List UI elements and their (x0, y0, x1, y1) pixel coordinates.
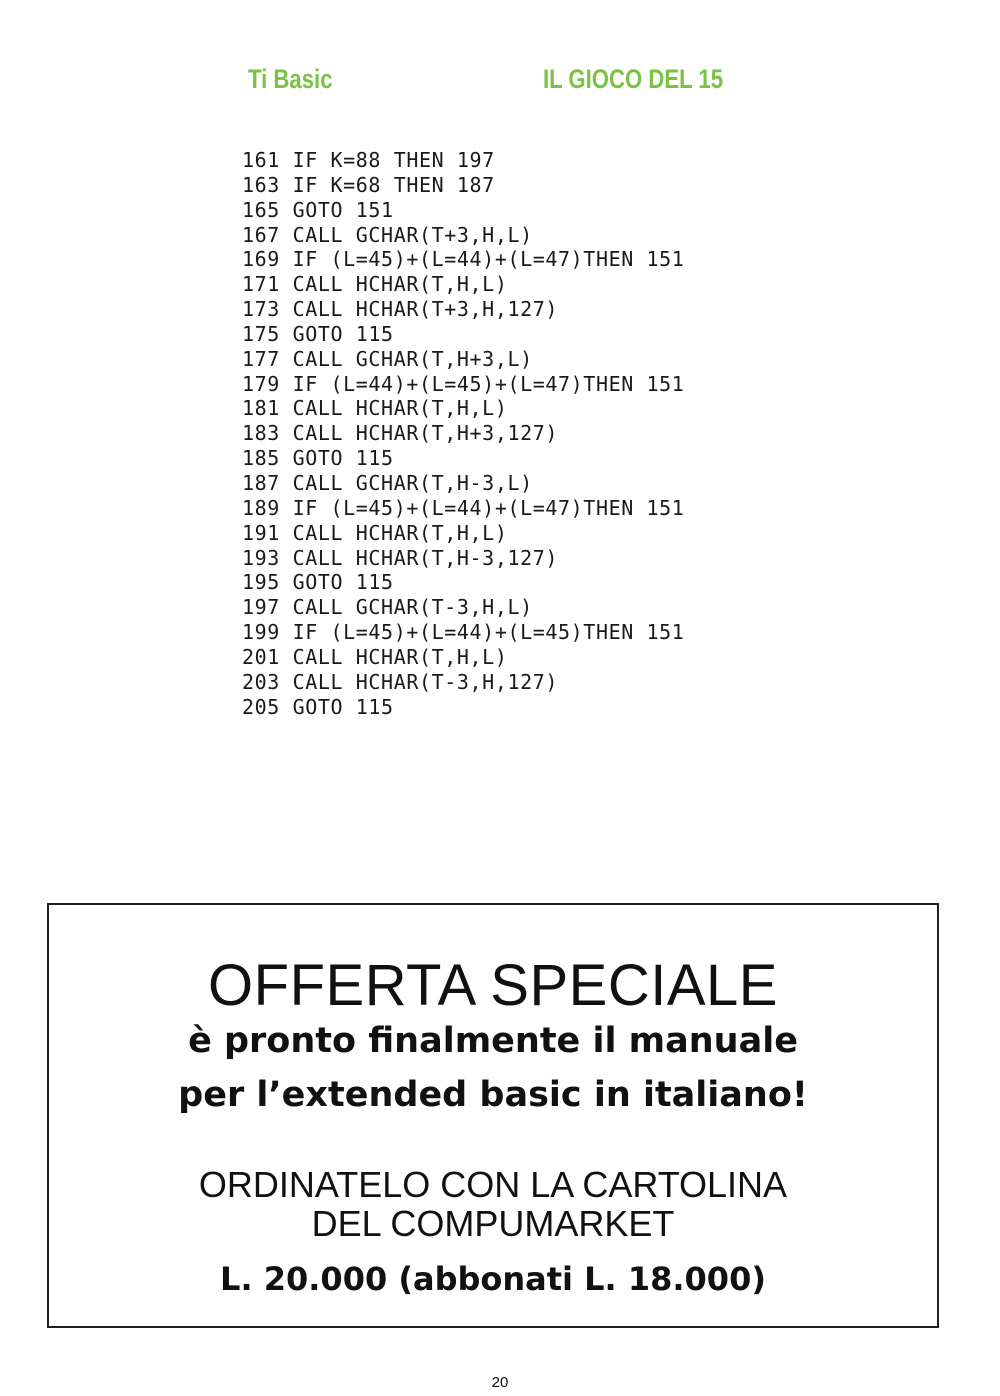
code-line: 181 CALL HCHAR(T,H,L) (242, 396, 508, 421)
offer-title: OFFERTA SPECIALE (208, 953, 778, 1018)
code-line: 205 GOTO 115 (242, 694, 394, 719)
header-section-label: Ti Basic (248, 64, 333, 94)
special-offer-box (47, 903, 939, 1328)
code-line: 175 GOTO 115 (242, 321, 394, 346)
code-line: 171 CALL HCHAR(T,H,L) (242, 272, 508, 297)
code-line: 183 CALL HCHAR(T,H+3,127) (242, 421, 559, 446)
offer-order-line1: ORDINATELO CON LA CARTOLINA (198, 1164, 788, 1205)
page-number: 20 (491, 1374, 509, 1391)
basic-code-listing (242, 148, 684, 719)
code-line: 185 GOTO 115 (242, 446, 394, 471)
code-line: 169 IF (L=45)+(L=44)+(L=47)THEN 151 (242, 247, 685, 272)
code-line: 199 IF (L=45)+(L=44)+(L=45)THEN 151 (242, 620, 685, 645)
code-line: 165 GOTO 151 (242, 197, 394, 222)
code-line: 195 GOTO 115 (242, 570, 394, 595)
code-line: 201 CALL HCHAR(T,H,L) (242, 644, 508, 669)
code-line: 161 IF K=88 THEN 197 (242, 148, 495, 172)
offer-subtitle-line2: per l’extended basic in italiano! (178, 1075, 808, 1115)
code-line: 191 CALL HCHAR(T,H,L) (242, 520, 508, 545)
code-line: 187 CALL GCHAR(T,H-3,L) (242, 470, 533, 495)
code-line: 189 IF (L=45)+(L=44)+(L=47)THEN 151 (242, 495, 685, 520)
code-line: 177 CALL GCHAR(T,H+3,L) (242, 346, 533, 371)
code-line: 179 IF (L=44)+(L=45)+(L=47)THEN 151 (242, 371, 685, 396)
code-line: 167 CALL GCHAR(T+3,H,L) (242, 222, 533, 247)
code-line: 173 CALL HCHAR(T+3,H,127) (242, 297, 559, 322)
offer-order-line2: DEL COMPUMARKET (311, 1203, 675, 1244)
code-line: 197 CALL GCHAR(T-3,H,L) (242, 595, 533, 620)
offer-price: L. 20.000 (abbonati L. 18.000) (220, 1260, 766, 1298)
page-header (0, 64, 1000, 108)
offer-subtitle-line1: è pronto finalmente il manuale (188, 1021, 798, 1061)
code-line: 193 CALL HCHAR(T,H-3,127) (242, 545, 559, 570)
code-line: 163 IF K=68 THEN 187 (242, 172, 495, 197)
code-line: 203 CALL HCHAR(T-3,H,127) (242, 669, 559, 694)
header-article-title: IL GIOCO DEL 15 (543, 64, 724, 94)
